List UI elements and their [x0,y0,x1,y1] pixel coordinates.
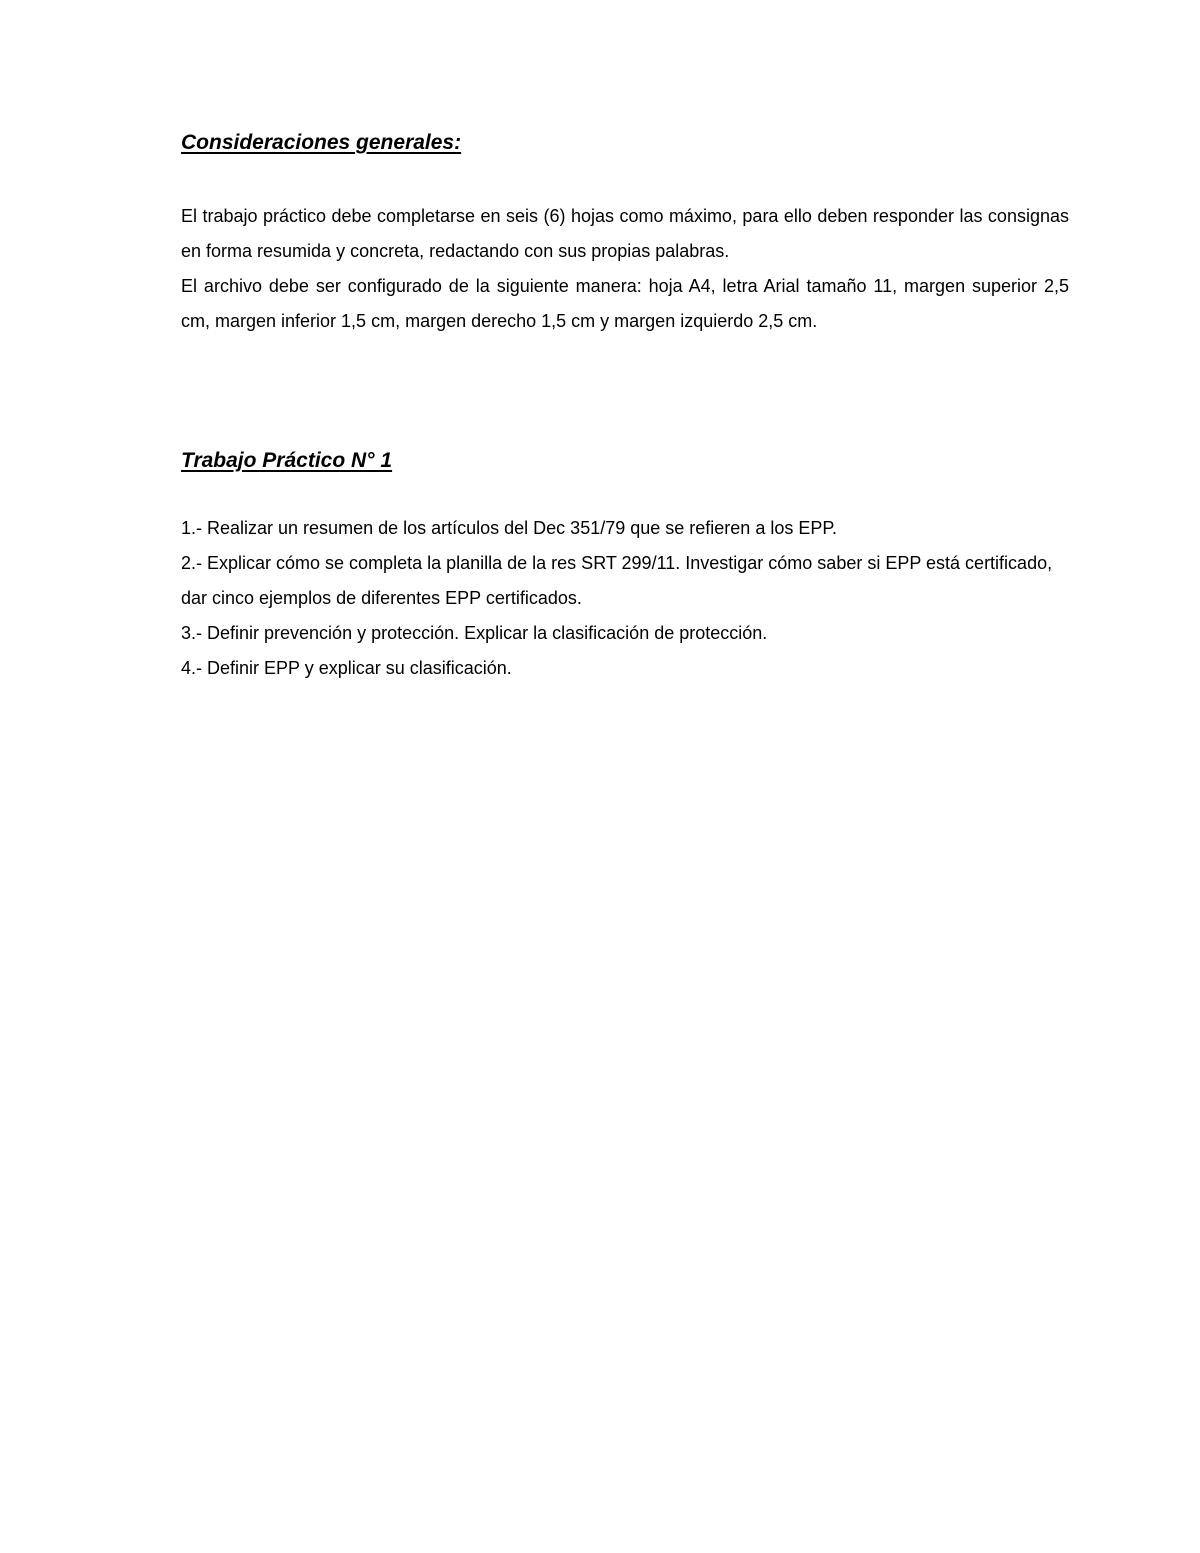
task-item-1: 1.- Realizar un resumen de los artículos del Dec 351/79 que se refieren a los EPP. [181,518,838,538]
format-paragraph: El archivo debe ser configurado de la siguiente manera: hoja A4, letra Arial tamaño 11, margen superior 2,5 cm, margen inferior 1,5 cm, margen derecho 1,5 cm y margen izquierdo 2,5 cm. [181,276,1069,331]
page-content [181,128,1069,686]
instructions-paragraph: El trabajo práctico debe completarse en seis (6) hojas como máximo, para ello deben responder las consignas en forma resumida y concreta, redactando con sus propias palabras. [181,206,1069,261]
general-considerations-heading: Consideraciones generales: [181,131,462,154]
task-list [181,511,1069,686]
practical-work-section [181,446,1069,686]
task-item-3: 3.- Definir prevención y protección. Explicar la clasificación de protección. [181,623,768,643]
practical-work-heading: Trabajo Práctico N° 1 [181,449,393,472]
task-item-2: 2.- Explicar cómo se completa la planilla de la res SRT 299/11. Investigar cómo saber si EPP está certificado, dar cinco ejemplos de diferentes EPP certificados. [181,553,1053,608]
general-considerations-section [181,128,1069,339]
task-item-4: 4.- Definir EPP y explicar su clasificación. [181,658,512,678]
